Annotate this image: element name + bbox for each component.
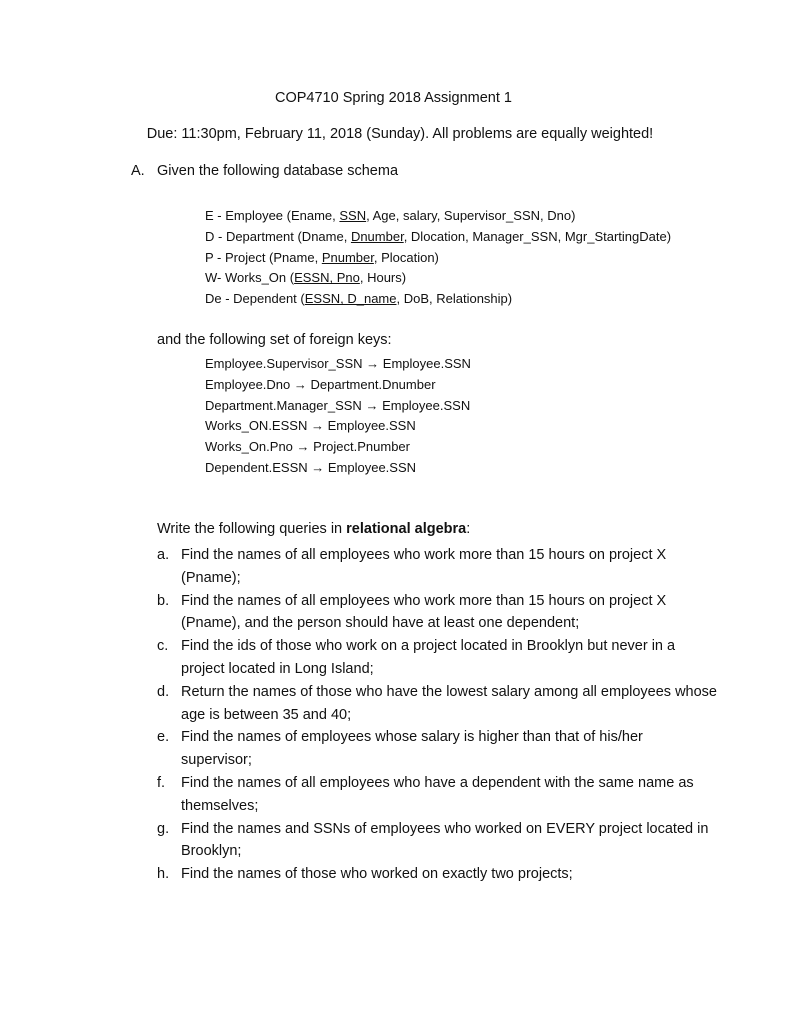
section-a-heading [131,163,398,179]
foreign-key-line: Employee.Supervisor_SSN → Employee.SSN [205,356,471,371]
primary-key: ESSN, D_name [304,291,397,307]
query-item: h. Find the names of those who worked on exactly two projects; [157,866,573,883]
schema-line: De - Dependent (ESSN, D_name, DoB, Relationship) [205,291,513,307]
assignment-title: COP4710 Spring 2018 Assignment 1 [275,90,512,106]
query-item: c. Find the ids of those who work on a project located in Brooklyn but never in a project located in Long Island; [157,638,676,677]
primary-key: Dnumber [350,228,404,244]
arrow-icon: → [293,376,307,392]
arrow-icon: → [311,459,325,475]
foreign-key-line: Works_On.Pno → Project.Pnumber [205,439,410,455]
section-a-text: Given the following database schema [157,163,399,179]
primary-key: Pnumber [321,249,374,265]
foreign-key-line: Dependent.ESSN → Employee.SSN [205,459,417,475]
arrow-icon: → [310,418,324,434]
foreign-keys-intro: and the following set of foreign keys: [157,332,392,348]
query-list [157,544,717,886]
schema-line: P - Project (Pname, Pnumber, Plocation) [205,249,439,265]
foreign-key-line: Department.Manager_SSN → Employee.SSN [205,397,471,413]
foreign-key-line: Works_ON.ESSN → Employee.SSN [205,418,416,434]
schema-line: D - Department (Dname, Dnumber, Dlocation, Manager_SSN, Mgr_StartingDate) [205,228,672,244]
queries-instruction: Write the following queries in relational algebra: [157,521,471,537]
query-item: a. Find the names of all employees who work more than 15 hours on project X (Pname); [157,547,667,586]
query-item: e. Find the names of employees whose salary is higher than that of his/her supervisor; [157,729,643,769]
arrow-icon: → [366,356,380,371]
relational-algebra-emphasis: relational algebra [346,521,467,537]
schema-line: E - Employee (Ename, SSN, Age, salary, Supervisor_SSN, Dno) [205,208,576,223]
primary-key: ESSN, Pno [294,270,360,286]
section-a-letter: A. [131,163,145,179]
query-item: g. Find the names and SSNs of employees who worked on EVERY project located in Brooklyn; [157,820,709,860]
query-item: d. Return the names of those who have the lowest salary among all employees whose age is between 35 and 40; [157,683,717,723]
query-item: f. Find the names of all employees who have a dependent with the same name as themselves; [157,774,694,814]
schema-line: W- Works_On (ESSN, Pno, Hours) [205,270,407,286]
foreign-key-line: Employee.Dno → Department.Dnumber [205,376,436,392]
query-item: b. Find the names of all employees who work more than 15 hours on project X (Pname), and the person should have at least one dependent; [157,592,667,632]
arrow-icon: → [365,397,379,413]
schema-list [205,206,671,310]
arrow-icon: → [296,439,310,455]
primary-key: SSN [339,208,367,223]
foreign-keys-list [205,354,471,479]
due-date-line: Due: 11:30pm, February 11, 2018 (Sunday). All problems are equally weighted! [146,126,654,142]
